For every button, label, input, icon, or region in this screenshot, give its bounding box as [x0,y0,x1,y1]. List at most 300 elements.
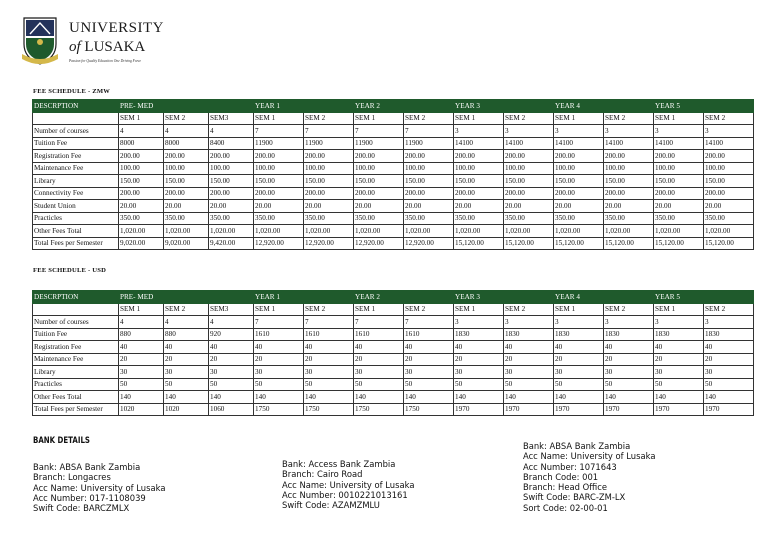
fee-value-cell: 20 [454,353,504,366]
fee-value-cell: 100.00 [209,162,254,175]
fee-value-cell: 20 [654,353,704,366]
fee-value-cell: 1970 [454,403,504,416]
semester-header-cell: SEM 2 [604,303,654,316]
fee-schedule-zmw-table [32,99,754,250]
fee-value-cell: 50 [404,378,454,391]
fee-value-cell: 4 [209,125,254,138]
fee-value-cell: 1970 [704,403,754,416]
fee-value-cell: 1,020.00 [654,225,704,238]
table-row [33,212,754,225]
fee-value-cell: 350.00 [554,212,604,225]
fee-value-cell: 200.00 [119,187,164,200]
fee-value-cell: 20.00 [354,200,404,213]
fee-value-cell: 15,120.00 [554,237,604,250]
fee-value-cell: 1020 [164,403,209,416]
fee-value-cell: 14100 [704,137,754,150]
fee-value-cell: 140 [404,391,454,404]
fee-value-cell: 140 [209,391,254,404]
fee-value-cell: 20 [254,353,304,366]
university-logo [20,14,180,70]
semester-header-cell: SEM 1 [454,112,504,125]
university-name-line2 [69,39,145,55]
fee-value-cell: 1750 [354,403,404,416]
fee-value-cell: 3 [654,125,704,138]
table-row [33,403,754,416]
fee-schedule-usd-table [32,290,754,416]
year-group-header: YEAR 5 [654,100,754,113]
fee-value-cell: 1,020.00 [454,225,504,238]
fee-value-cell: 150.00 [119,175,164,188]
bank-block-absa-head-office [523,441,655,513]
semester-header-cell [33,303,119,316]
table-row [33,353,754,366]
fee-value-cell: 100.00 [119,162,164,175]
fee-value-cell: 350.00 [254,212,304,225]
table-row [33,391,754,404]
fee-value-cell: 200.00 [504,187,554,200]
fee-value-cell: 880 [119,328,164,341]
fee-value-cell: 3 [604,125,654,138]
fee-value-cell: 20 [304,353,354,366]
fee-value-cell: 9,020.00 [119,237,164,250]
fee-value-cell: 140 [164,391,209,404]
fee-value-cell: 150.00 [254,175,304,188]
row-label-cell: Tuition Fee [33,137,119,150]
fee-value-cell: 350.00 [454,212,504,225]
fee-value-cell: 12,920.00 [254,237,304,250]
fee-value-cell: 1060 [209,403,254,416]
row-label-cell: Maintenance Fee [33,162,119,175]
bank-detail-line: Bank: Access Bank Zambia [282,459,396,469]
bank-details-title: BANK DETAILS [33,436,90,446]
fee-value-cell: 20.00 [654,200,704,213]
fee-value-cell: 50 [304,378,354,391]
bank-detail-line: Acc Name: University of Lusaka [523,451,656,462]
fee-value-cell: 140 [354,391,404,404]
fee-value-cell: 50 [704,378,754,391]
fee-value-cell: 1830 [454,328,504,341]
fee-value-cell: 100.00 [254,162,304,175]
fee-value-cell: 350.00 [604,212,654,225]
fee-value-cell: 350.00 [354,212,404,225]
bank-detail-line: Branch: Cairo Road [282,469,363,480]
bank-detail-line: Acc Number: 0010221013161 [282,489,408,500]
bank-detail-line: Bank: ABSA Bank Zambia [523,441,631,451]
row-label-cell: Maintenance Fee [33,353,119,366]
fee-value-cell: 40 [164,341,209,354]
fee-value-cell: 50 [554,378,604,391]
row-label-cell: Practicles [33,212,119,225]
bank-detail-line: Swift Code: BARCZMLX [33,503,130,514]
fee-value-cell: 1,020.00 [704,225,754,238]
fee-value-cell: 20.00 [164,200,209,213]
fee-value-cell: 20.00 [704,200,754,213]
fee-value-cell: 100.00 [164,162,209,175]
fee-value-cell: 15,120.00 [604,237,654,250]
fee-value-cell: 7 [404,125,454,138]
fee-value-cell: 30 [654,366,704,379]
semester-header-cell [33,112,119,125]
fee-value-cell: 100.00 [654,162,704,175]
fee-value-cell: 150.00 [504,175,554,188]
fee-value-cell: 200.00 [354,150,404,163]
fee-value-cell: 4 [119,316,164,329]
table-row [33,200,754,213]
fee-value-cell: 30 [554,366,604,379]
year-group-header: YEAR 1 [254,291,354,304]
fee-value-cell: 880 [164,328,209,341]
semester-header-cell: SEM 2 [504,303,554,316]
fee-value-cell: 100.00 [404,162,454,175]
fee-value-cell: 20 [209,353,254,366]
fee-value-cell: 1610 [404,328,454,341]
fee-value-cell: 1970 [654,403,704,416]
fee-value-cell: 140 [254,391,304,404]
fee-value-cell: 20 [164,353,209,366]
fee-value-cell: 7 [354,125,404,138]
fee-value-cell: 1610 [304,328,354,341]
fee-value-cell: 1830 [554,328,604,341]
fee-value-cell: 30 [604,366,654,379]
university-name-city: LUSAKA [84,39,146,55]
table-row [33,366,754,379]
fee-value-cell: 350.00 [654,212,704,225]
fee-value-cell: 100.00 [604,162,654,175]
fee-value-cell: 140 [654,391,704,404]
fee-value-cell: 1970 [554,403,604,416]
fee-value-cell: 3 [504,316,554,329]
fee-value-cell: 15,120.00 [704,237,754,250]
fee-value-cell: 1,020.00 [304,225,354,238]
year-group-header: PRE- MED [119,291,254,304]
fee-schedule-zmw-title: FEE SCHEDULE - ZMW [33,88,111,95]
bank-detail-line: Swift Code: AZAMZMLU [282,500,380,511]
fee-value-cell: 100.00 [704,162,754,175]
semester-header-cell: SEM 2 [304,303,354,316]
fee-value-cell: 40 [304,341,354,354]
semester-header-cell: SEM3 [209,303,254,316]
fee-value-cell: 20.00 [554,200,604,213]
bank-detail-line: Acc Number: 1071643 [523,461,617,472]
semester-header-cell: SEM 2 [404,112,454,125]
fee-value-cell: 350.00 [304,212,354,225]
fee-value-cell: 200.00 [704,187,754,200]
fee-value-cell: 40 [654,341,704,354]
bank-detail-line: Bank: ABSA Bank Zambia [33,462,141,472]
fee-value-cell: 20.00 [119,200,164,213]
fee-value-cell: 7 [354,316,404,329]
bank-detail-line: Acc Number: 017-1108039 [33,492,146,503]
semester-header-cell: SEM 1 [554,112,604,125]
semester-header-cell: SEM 1 [254,112,304,125]
semester-header-cell: SEM 2 [704,112,754,125]
fee-value-cell: 140 [454,391,504,404]
fee-value-cell: 1,020.00 [354,225,404,238]
fee-value-cell: 150.00 [704,175,754,188]
semester-header-cell: SEM 2 [404,303,454,316]
fee-value-cell: 20 [504,353,554,366]
row-label-cell: Practicles [33,378,119,391]
fee-value-cell: 3 [654,316,704,329]
fee-value-cell: 20 [604,353,654,366]
fee-value-cell: 50 [354,378,404,391]
fee-value-cell: 40 [704,341,754,354]
fee-value-cell: 1,020.00 [404,225,454,238]
fee-value-cell: 40 [604,341,654,354]
fee-value-cell: 11900 [404,137,454,150]
fee-value-cell: 200.00 [304,150,354,163]
fee-value-cell: 4 [209,316,254,329]
fee-value-cell: 11900 [304,137,354,150]
fee-value-cell: 20.00 [209,200,254,213]
fee-value-cell: 30 [254,366,304,379]
fee-value-cell: 3 [604,316,654,329]
semester-header-cell: SEM 1 [654,112,704,125]
fee-value-cell: 12,920.00 [304,237,354,250]
fee-value-cell: 7 [404,316,454,329]
fee-value-cell: 50 [654,378,704,391]
fee-value-cell: 350.00 [164,212,209,225]
fee-value-cell: 20.00 [604,200,654,213]
fee-value-cell: 920 [209,328,254,341]
fee-value-cell: 30 [119,366,164,379]
fee-value-cell: 1,020.00 [209,225,254,238]
fee-value-cell: 14100 [554,137,604,150]
bank-detail-line: Branch: Head Office [523,482,608,493]
description-header: DESCRPTION [33,291,119,304]
fee-value-cell: 200.00 [209,187,254,200]
fee-value-cell: 4 [164,316,209,329]
fee-value-cell: 50 [164,378,209,391]
fee-value-cell: 40 [254,341,304,354]
fee-value-cell: 200.00 [304,187,354,200]
year-group-header: YEAR 3 [454,100,554,113]
bank-detail-line: Acc Name: University of Lusaka [282,479,415,490]
fee-value-cell: 100.00 [454,162,504,175]
university-name-prefix: of [69,39,81,55]
fee-value-cell: 7 [254,125,304,138]
fee-value-cell: 14100 [654,137,704,150]
year-group-header: YEAR 4 [554,291,654,304]
fee-value-cell: 1,020.00 [254,225,304,238]
fee-value-cell: 3 [554,125,604,138]
fee-value-cell: 1,020.00 [119,225,164,238]
row-label-cell: Library [33,175,119,188]
fee-value-cell: 200.00 [654,187,704,200]
fee-value-cell: 30 [209,366,254,379]
fee-schedule-usd-title: FEE SCHEDULE - USD [33,267,107,274]
fee-value-cell: 350.00 [404,212,454,225]
semester-header-cell: SEM 2 [164,112,209,125]
row-label-cell: Number of courses [33,316,119,329]
fee-value-cell: 350.00 [704,212,754,225]
table-row [33,137,754,150]
fee-value-cell: 14100 [504,137,554,150]
fee-value-cell: 200.00 [454,150,504,163]
fee-value-cell: 15,120.00 [504,237,554,250]
fee-value-cell: 150.00 [354,175,404,188]
table-row [33,328,754,341]
fee-value-cell: 20 [404,353,454,366]
fee-value-cell: 1750 [304,403,354,416]
bank-block-access [282,459,414,510]
fee-value-cell: 150.00 [209,175,254,188]
fee-value-cell: 1830 [504,328,554,341]
fee-value-cell: 200.00 [404,187,454,200]
fee-value-cell: 1,020.00 [164,225,209,238]
table-row [33,125,754,138]
bank-detail-line: Sort Code: 02-00-01 [523,502,608,513]
semester-header-cell: SEM 2 [504,112,554,125]
table-row [33,187,754,200]
group-header-row [33,291,754,304]
bank-detail-line: Swift Code: BARC-ZM-LX [523,492,626,503]
fee-value-cell: 1,020.00 [604,225,654,238]
group-header-row [33,100,754,113]
fee-value-cell: 200.00 [209,150,254,163]
semester-header-cell: SEM 1 [454,303,504,316]
fee-value-cell: 8000 [164,137,209,150]
row-label-cell: Library [33,366,119,379]
table-row [33,175,754,188]
fee-value-cell: 30 [454,366,504,379]
year-group-header: YEAR 2 [354,100,454,113]
semester-header-cell: SEM 1 [119,112,164,125]
row-label-cell: Total Fees per Semester [33,237,119,250]
fee-value-cell: 4 [119,125,164,138]
fee-value-cell: 200.00 [454,187,504,200]
semester-header-row [33,112,754,125]
fee-value-cell: 8000 [119,137,164,150]
fee-value-cell: 140 [504,391,554,404]
fee-value-cell: 20.00 [254,200,304,213]
row-label-cell: Connectivity Fee [33,187,119,200]
fee-value-cell: 40 [554,341,604,354]
fee-value-cell: 11900 [254,137,304,150]
row-label-cell: Other Fees Total [33,225,119,238]
fee-value-cell: 200.00 [704,150,754,163]
fee-value-cell: 200.00 [604,187,654,200]
table-row [33,378,754,391]
fee-value-cell: 150.00 [404,175,454,188]
fee-value-cell: 1,020.00 [504,225,554,238]
fee-value-cell: 200.00 [164,150,209,163]
fee-value-cell: 3 [504,125,554,138]
fee-value-cell: 1750 [404,403,454,416]
year-group-header: PRE- MED [119,100,254,113]
fee-value-cell: 20.00 [504,200,554,213]
fee-value-cell: 140 [704,391,754,404]
fee-value-cell: 140 [604,391,654,404]
fee-value-cell: 12,920.00 [354,237,404,250]
fee-value-cell: 200.00 [554,150,604,163]
fee-value-cell: 100.00 [504,162,554,175]
fee-value-cell: 200.00 [119,150,164,163]
fee-value-cell: 40 [354,341,404,354]
fee-value-cell: 30 [504,366,554,379]
fee-value-cell: 100.00 [304,162,354,175]
row-label-cell: Student Union [33,200,119,213]
year-group-header: YEAR 1 [254,100,354,113]
fee-value-cell: 200.00 [254,187,304,200]
semester-header-cell: SEM3 [209,112,254,125]
semester-header-cell: SEM 1 [354,303,404,316]
fee-value-cell: 1830 [604,328,654,341]
semester-header-cell: SEM 1 [119,303,164,316]
fee-value-cell: 100.00 [354,162,404,175]
fee-value-cell: 20 [704,353,754,366]
semester-header-cell: SEM 2 [604,112,654,125]
fee-value-cell: 3 [704,125,754,138]
semester-header-cell: SEM 2 [164,303,209,316]
fee-value-cell: 150.00 [554,175,604,188]
table-row [33,341,754,354]
fee-value-cell: 1970 [604,403,654,416]
row-label-cell: Tuition Fee [33,328,119,341]
row-label-cell: Other Fees Total [33,391,119,404]
fee-value-cell: 50 [209,378,254,391]
fee-value-cell: 40 [119,341,164,354]
fee-value-cell: 20 [119,353,164,366]
fee-value-cell: 20.00 [454,200,504,213]
university-name-line1: UNIVERSITY [69,20,164,36]
fee-value-cell: 20 [554,353,604,366]
fee-value-cell: 150.00 [654,175,704,188]
table-row [33,150,754,163]
semester-header-cell: SEM 2 [704,303,754,316]
year-group-header: YEAR 4 [554,100,654,113]
fee-value-cell: 7 [304,125,354,138]
fee-value-cell: 200.00 [604,150,654,163]
fee-value-cell: 7 [254,316,304,329]
row-label-cell: Number of courses [33,125,119,138]
fee-value-cell: 100.00 [554,162,604,175]
bank-detail-line: Acc Name: University of Lusaka [33,482,166,493]
fee-value-cell: 150.00 [304,175,354,188]
fee-value-cell: 30 [704,366,754,379]
fee-value-cell: 40 [504,341,554,354]
fee-value-cell: 9,020.00 [164,237,209,250]
fee-value-cell: 350.00 [504,212,554,225]
fee-value-cell: 200.00 [254,150,304,163]
fee-value-cell: 30 [304,366,354,379]
table-row [33,162,754,175]
fee-value-cell: 12,920.00 [404,237,454,250]
fee-value-cell: 200.00 [554,187,604,200]
fee-value-cell: 1830 [704,328,754,341]
row-label-cell: Registration Fee [33,150,119,163]
fee-value-cell: 350.00 [209,212,254,225]
fee-value-cell: 14100 [604,137,654,150]
fee-value-cell: 150.00 [604,175,654,188]
fee-value-cell: 30 [164,366,209,379]
fee-value-cell: 14100 [454,137,504,150]
semester-header-cell: SEM 1 [654,303,704,316]
fee-value-cell: 50 [604,378,654,391]
fee-value-cell: 50 [504,378,554,391]
fee-value-cell: 150.00 [454,175,504,188]
fee-value-cell: 15,120.00 [454,237,504,250]
fee-value-cell: 1020 [119,403,164,416]
fee-value-cell: 200.00 [504,150,554,163]
fee-value-cell: 1610 [254,328,304,341]
fee-value-cell: 50 [454,378,504,391]
year-group-header: YEAR 5 [654,291,754,304]
semester-header-cell: SEM 1 [254,303,304,316]
fee-value-cell: 11900 [354,137,404,150]
fee-value-cell: 350.00 [119,212,164,225]
fee-value-cell: 50 [254,378,304,391]
